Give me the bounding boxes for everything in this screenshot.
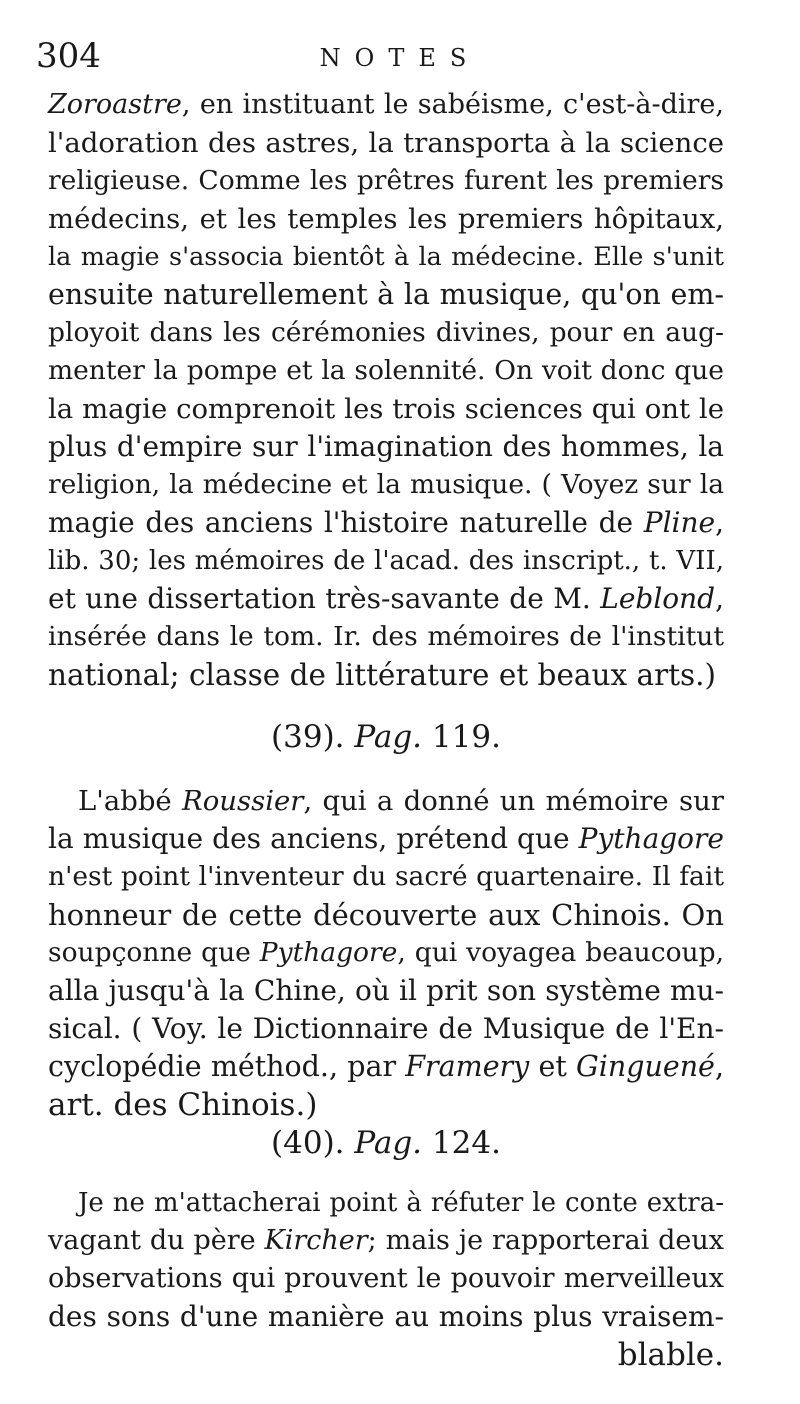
text-segment: et une dissertation très-savante de M. xyxy=(48,582,601,615)
italic-text: Zoroastre xyxy=(48,89,182,120)
text-segment: L'abbé xyxy=(78,785,183,817)
text-segment: , qui voyagea beaucoup, xyxy=(397,937,724,968)
note-heading xyxy=(48,1124,724,1162)
text-segment: soupçonne que xyxy=(48,937,260,968)
text-segment: , qui a donné un mémoire sur xyxy=(303,785,724,817)
text-line xyxy=(48,1336,724,1374)
text-segment: , xyxy=(714,1050,724,1083)
text-segment: (39). xyxy=(271,719,355,755)
text-line xyxy=(48,1048,724,1086)
italic-text: Roussier xyxy=(182,785,304,817)
text-segment: sical. ( Voy. le Dictionnaire de Musique de l'En- xyxy=(48,1012,724,1045)
text-segment: ensuite naturellement à la musique, qu'on em- xyxy=(48,278,724,311)
text-segment: magie des anciens l'histoire naturelle de xyxy=(48,506,644,539)
text-line xyxy=(48,934,724,972)
text-segment: honneur de cette découverte aux Chinois. On xyxy=(48,898,724,932)
text-line xyxy=(48,656,724,694)
text-line xyxy=(48,1222,724,1260)
text-segment: la musique des anciens, prétend que xyxy=(48,822,579,855)
text-segment: la magie comprenoit les trois sciences qui ont le xyxy=(48,393,724,425)
italic-text: Pline xyxy=(643,506,716,539)
text-line xyxy=(48,504,724,542)
text-line xyxy=(48,162,724,200)
italic-text: Pythagore xyxy=(578,822,724,855)
text-line xyxy=(48,390,724,428)
text-line xyxy=(48,618,724,656)
italic-text: Kircher xyxy=(264,1225,368,1256)
text-segment: religieuse. Comme les prêtres furent les premiers xyxy=(48,165,724,196)
text-segment: ; mais je rapporterai deux xyxy=(367,1225,724,1256)
text-segment: lib. 30; les mémoires de l'acad. des inscript., t. VII, xyxy=(48,546,724,576)
text-line xyxy=(48,1010,724,1048)
italic-text: Pag. xyxy=(354,1125,423,1161)
text-segment: Je ne m'attacherai point à réfuter le conte extra- xyxy=(78,1188,724,1218)
text-segment: et xyxy=(529,1050,576,1083)
text-line xyxy=(48,352,724,390)
text-line xyxy=(48,896,724,934)
text-line xyxy=(48,858,724,896)
page-number: 304 xyxy=(36,36,101,76)
text-segment: médecins, et les temples les premiers hôpitaux, xyxy=(48,203,724,235)
italic-text: Pag. xyxy=(354,719,423,755)
text-segment: l'adoration des astres, la transporta à la science xyxy=(48,127,724,159)
text-line xyxy=(48,1086,724,1124)
text-line xyxy=(48,314,724,352)
note-heading xyxy=(48,718,724,756)
text-segment: , en instituant le sabéisme, c'est-à-dire, xyxy=(181,89,724,120)
text-segment: plus d'empire sur l'imagination des hommes, la xyxy=(48,430,724,463)
text-segment: alla jusqu'à la Chine, où il prit son système mu- xyxy=(48,974,724,1007)
italic-text: Pythagore xyxy=(259,937,398,968)
text-segment: 124. xyxy=(422,1125,501,1161)
text-line xyxy=(48,238,724,276)
text-line xyxy=(48,820,724,858)
text-line xyxy=(48,1260,724,1298)
text-segment: ployoit dans les cérémonies divines, pour en aug- xyxy=(48,317,724,348)
text-segment: (40). xyxy=(271,1125,355,1161)
italic-text: Leblond xyxy=(600,582,716,615)
italic-text: Framery xyxy=(405,1050,530,1083)
italic-text: Ginguené xyxy=(576,1050,715,1083)
running-title: NOTES xyxy=(319,44,481,72)
text-segment: menter la pompe et la solennité. On voit donc que xyxy=(48,355,724,386)
text-segment: vagant du père xyxy=(48,1225,265,1256)
text-line xyxy=(48,542,724,580)
text-segment: art. des Chinois.) xyxy=(48,1087,318,1123)
text-line xyxy=(48,200,724,238)
text-segment: blable. xyxy=(617,1337,724,1373)
text-segment: 119. xyxy=(422,719,501,755)
text-line xyxy=(48,124,724,162)
text-line xyxy=(48,466,724,504)
text-line xyxy=(48,1298,724,1336)
text-segment: n'est point l'inventeur du sacré quartenaire. Il fait xyxy=(48,861,724,892)
text-segment: religion, la médecine et la musique. ( Voyez sur la xyxy=(48,469,724,500)
text-line xyxy=(48,276,724,314)
text-segment: observations qui prouvent le pouvoir merveilleux xyxy=(48,1263,724,1294)
text-segment: , xyxy=(715,506,724,539)
text-line xyxy=(48,428,724,466)
text-segment: la magie s'associa bientôt à la médecine. Elle s'unit xyxy=(48,242,724,272)
text-line xyxy=(78,1184,724,1222)
text-segment: , xyxy=(715,582,724,615)
text-line xyxy=(48,580,724,618)
text-segment: des sons d'une manière au moins plus vraisem- xyxy=(48,1300,724,1333)
text-segment: insérée dans le tom. Ir. des mémoires de l'institut xyxy=(48,621,724,652)
text-line xyxy=(48,86,724,124)
text-segment: cyclopédie méthod., par xyxy=(48,1050,406,1083)
text-line xyxy=(48,972,724,1010)
text-segment: national; classe de littérature et beaux arts.) xyxy=(48,658,717,692)
text-line xyxy=(78,782,724,820)
